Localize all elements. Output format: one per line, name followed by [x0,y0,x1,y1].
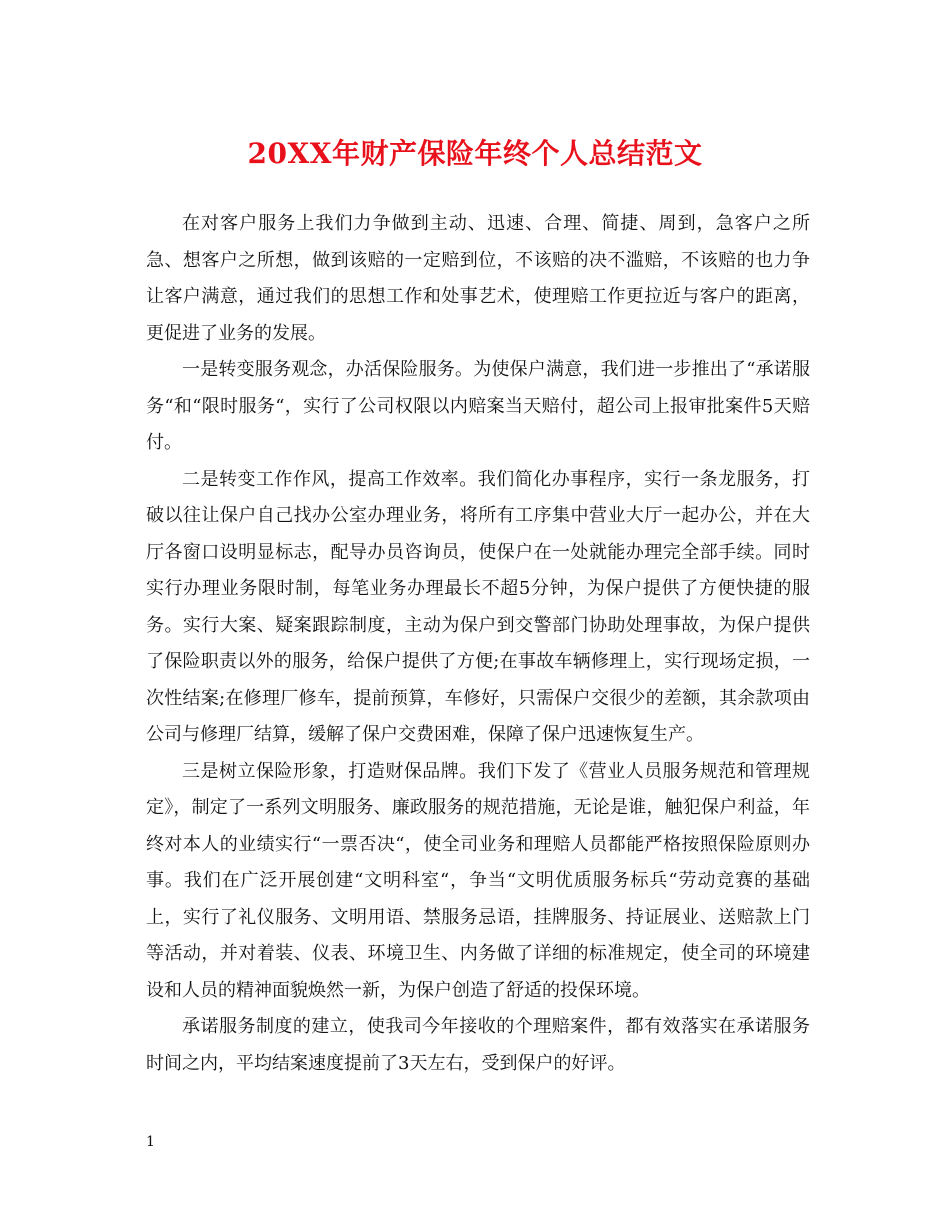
paragraph-5: 承诺服务制度的建立，使我司今年接收的个理赔案件，都有效落实在承诺服务时间之内，平均结案速度提前了3天左右，受到保户的好评。 [146,1016,810,1074]
page-number: 1 [146,1134,155,1150]
paragraph-1: 在对客户服务上我们力争做到主动、迅速、合理、简捷、周到，急客户之所急、想客户之所想，做到该赔的一定赔到位，不该赔的决不滥赔，不该赔的也力争让客户满意，通过我们的思想工作和处事艺术，使理赔工作更拉近与客户的距离，更促进了业务的发展。 [146,213,810,344]
document-title: 20XX年财产保险年终个人总结范文 [247,137,703,170]
document-body [146,206,810,1082]
paragraph-2: 一是转变服务观念，办活保险服务。为使保户满意，我们进一步推出了“承诺服务“和“限时服务“，实行了公司权限以内赔案当天赔付，超公司上报审批案件5天赔付。 [146,359,810,453]
paragraph-4: 三是树立保险形象，打造财保品牌。我们下发了《营业人员服务规范和管理规定》，制定了一系列文明服务、廉政服务的规范措施，无论是谁，触犯保户利益，年终对本人的业绩实行“一票否决“，使全司业务和理赔人员都能严格按照保险原则办事。我们在广泛开展创建“文明科室“，争当“文明优质服务标兵“劳动竞赛的基础上，实行了礼仪服务、文明用语、禁服务忌语，挂牌服务、持证展业、送赔款上门等活动，并对着装、仪表、环境卫生、内务做了详细的标准规定，使全司的环境建设和人员的精神面貌焕然一新，为保户创造了舒适的投保环境。 [146,760,810,1001]
paragraph-3: 二是转变工作作风，提高工作效率。我们简化办事程序，实行一条龙服务，打破以往让保户自己找办公室办理业务，将所有工序集中营业大厅一起办公，并在大厅各窗口设明显标志，配导办员咨询员，使保户在一处就能办理完全部手续。同时实行办理业务限时制，每笔业务办理最长不超5分钟，为保户提供了方便快捷的服务。实行大案、疑案跟踪制度，主动为保户到交警部门协助处理事故，为保户提供了保险职责以外的服务，给保户提供了方便;在事故车辆修理上，实行现场定损，一次性结案;在修理厂修车，提前预算，车修好，只需保户交很少的差额，其余款项由公司与修理厂结算，缓解了保户交费困难，保障了保户迅速恢复生产。 [146,468,810,745]
